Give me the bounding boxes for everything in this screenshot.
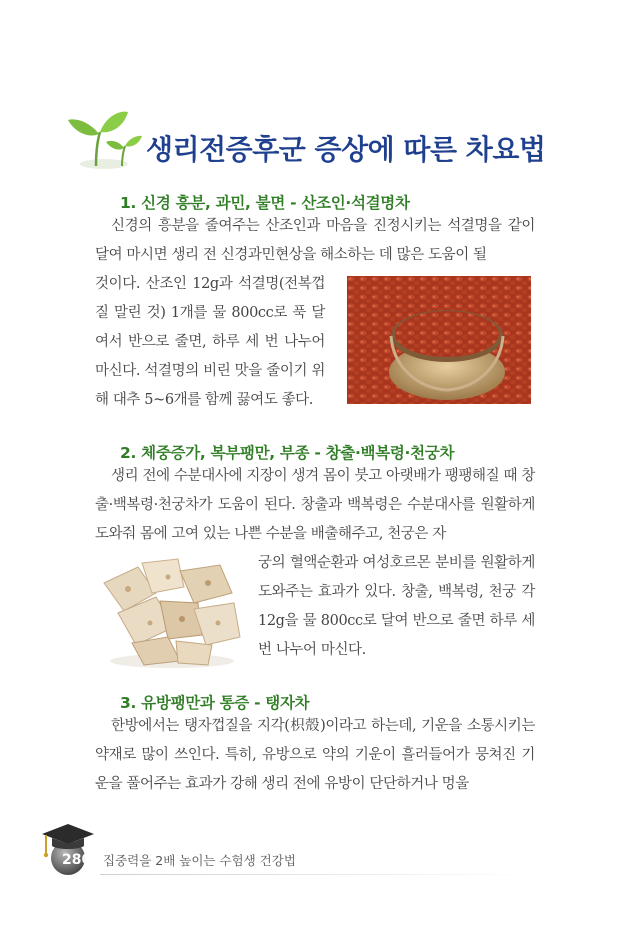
page-title-row: [66, 108, 626, 178]
section-heading-1: 1. 신경 흥분, 과민, 불면 - 산조인·석결명차: [120, 194, 410, 212]
section-heading-3: 3. 유방팽만과 통증 - 탱자차: [120, 694, 310, 712]
book-title: 집중력을 2배 높이는 수험생 건강법: [103, 853, 296, 868]
section-2-paragraph-full: [95, 462, 535, 549]
section-3-paragraph-full: [95, 712, 535, 799]
section-1-text-a: 신경의 흥분을 줄여주는 산조인과 마음을 진정시키는 석결명을 같이 달여 마시면 생리 전 신경과민현상을 해소하는 데 많은 도움이 될: [95, 218, 535, 263]
graduation-cap-icon: [38, 820, 100, 880]
section-3-text-a: 한방에서는 탱자껍질을 지각(枳殼)이라고 하는데, 기운을 소통시키는 약재로 많이 쓰인다. 특히, 유방으로 약의 기운이 흘러들어가 뭉쳐진 기운을 풀어주는 효과가 강해 생리 전에 유방이 단단하거나 멍울: [95, 718, 535, 792]
sprout-icon: [66, 108, 146, 172]
herbal-root-slices-photo: [98, 553, 244, 671]
sanjoin-seeds-photo: [347, 276, 531, 404]
section-2-paragraph-wrap: 궁의 혈액순환과 여성호르몬 분비를 원활하게 도와주는 효과가 있다. 창출, 백복령, 천궁 각 12g을 물 800cc로 달여 반으로 줄면 하루 세 번 나누어 마신다.: [258, 555, 535, 658]
page-title: 생리전증후군 증상에 따른 차요법: [146, 133, 546, 166]
section-1-paragraph-full: [95, 212, 535, 270]
footer-divider: [100, 874, 530, 875]
page-number: 280: [62, 852, 92, 868]
section-2-text-a: 생리 전에 수분대사에 지장이 생겨 몸이 붓고 아랫배가 팽팽해질 때 창출·백복령·천궁차가 도움이 된다. 창출과 백복령은 수분대사를 원활하게 도와줘 몸에 고여 있는 나쁜 수분을 배출해주고, 천궁은 자: [95, 468, 535, 542]
page-footer: [38, 820, 598, 880]
section-heading-2: 2. 체중증가, 복부팽만, 부종 - 창출·백복령·천궁차: [120, 444, 455, 462]
section-1-paragraph-wrap: 것이다. 산조인 12g과 석결명(전복껍질 말린 것) 1개를 물 800cc로 푹 달여서 반으로 줄면, 하루 세 번 나누어 마신다. 석결명의 비린 맛을 줄이기 위해 대추 5~6개를 함께 끓여도 좋다.: [95, 276, 325, 408]
